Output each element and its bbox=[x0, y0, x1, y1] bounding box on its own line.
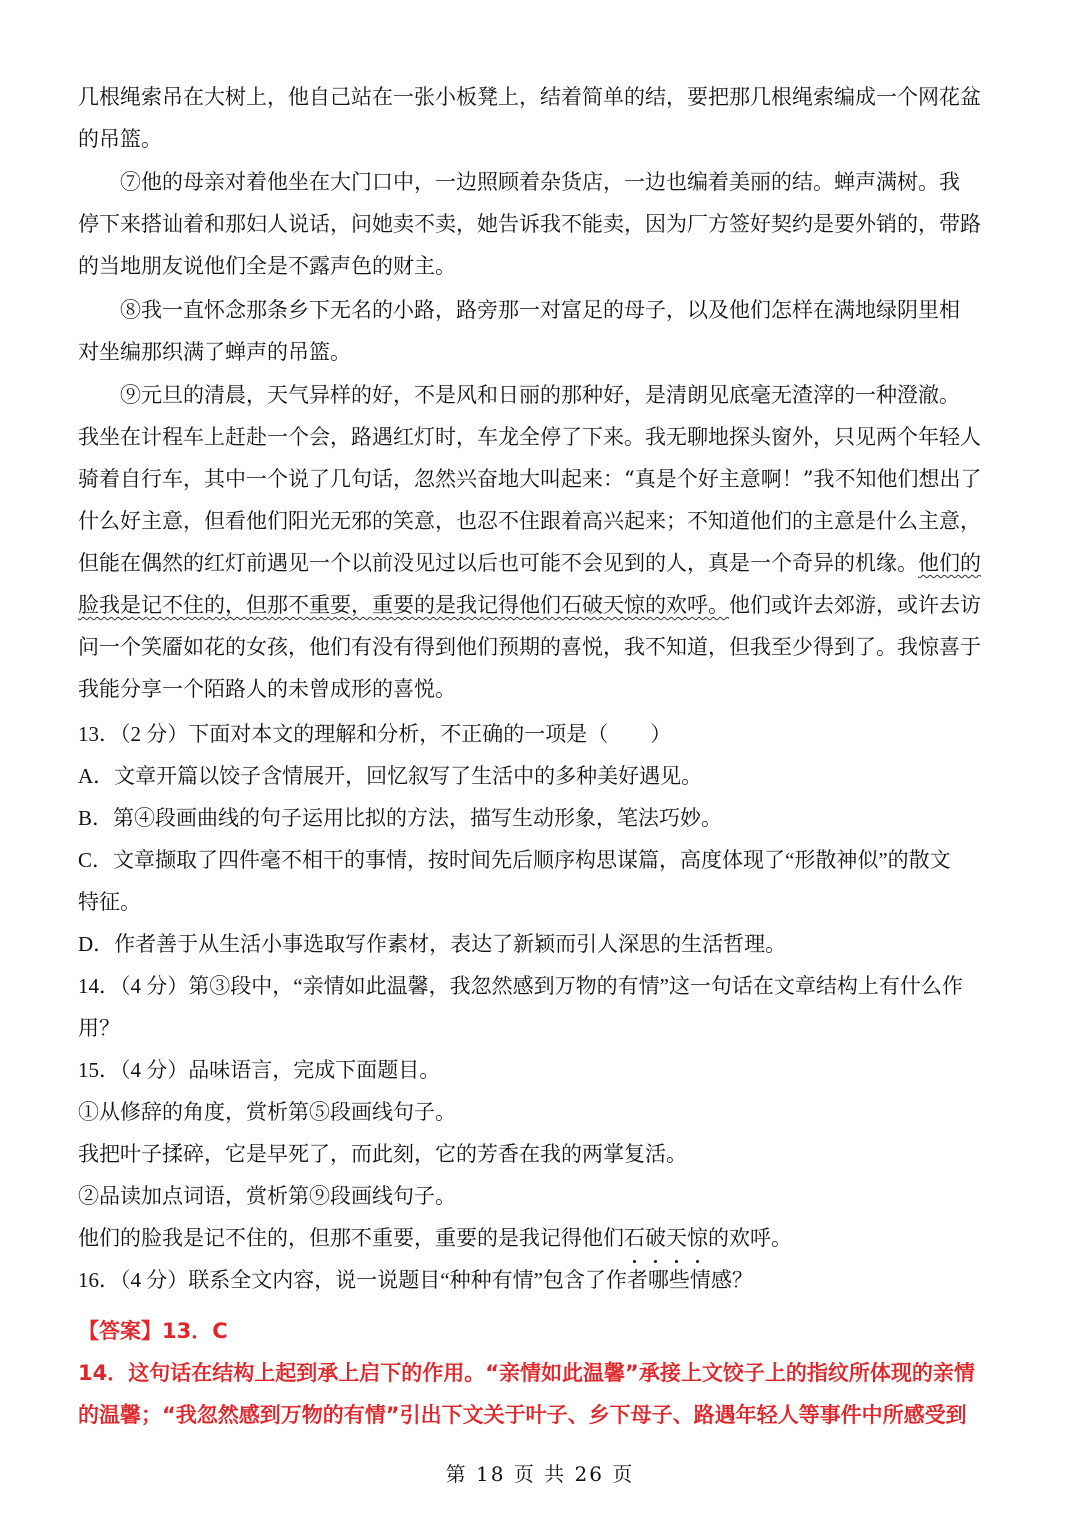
text-line: 骑着自行车，其中一个说了几句话，忽然兴奋地大叫起来：“真是个好主意啊！”我不知他们想出了 bbox=[78, 467, 982, 491]
text-line: ⑦他的母亲对着他坐在大门口中，一边照顾着杂货店，一边也编着美丽的结。蝉声满树。我 bbox=[120, 170, 960, 194]
answer-14-cont: 的温馨；“我忽然感到万物的有情”引出下文关于叶子、乡下母子、路遇年轻人等事件中所感受到 bbox=[78, 1403, 967, 1427]
text-line: 我能分享一个陌路人的未曾成形的喜悦。 bbox=[78, 677, 456, 701]
text-line: 我坐在计程车上赶赴一个会，路遇红灯时，车龙全停了下来。我无聊地探头窗外，只见两个年轻人 bbox=[78, 425, 981, 449]
dotted-char: 石 bbox=[624, 1217, 645, 1259]
option-d: D．作者善于从生活小事选取写作素材，表达了新颖而引人深思的生活哲理。 bbox=[78, 932, 787, 956]
option-a: A．文章开篇以饺子含情展开，回忆叙写了生活中的多种美好遇见。 bbox=[78, 764, 703, 788]
option-b: B．第④段画曲线的句子运用比拟的方法，描写生动形象，笔法巧妙。 bbox=[78, 806, 723, 830]
text-line: 问一个笑靥如花的女孩，他们有没有得到他们预期的喜悦，我不知道，但我至少得到了。我惊喜于 bbox=[78, 635, 981, 659]
question-14: 14．（4 分）第③段中，“亲情如此温馨，我忽然感到万物的有情”这一句话在文章结构上有什么作 bbox=[78, 974, 963, 998]
dotted-char: 破 bbox=[645, 1217, 666, 1259]
question-16: 16．（4 分）联系全文内容，说一说题目“种种有情”包含了作者哪些情感？ bbox=[78, 1268, 753, 1292]
dotted-char: 惊 bbox=[687, 1217, 708, 1259]
text-line: ⑧我一直怀念那条乡下无名的小路，路旁那一对富足的母子，以及他们怎样在满地绿阴里相 bbox=[120, 298, 960, 322]
dotted-char: 天 bbox=[666, 1217, 687, 1259]
text-line: ⑨元旦的清晨，天气异样的好，不是风和日丽的那种好，是清朗见底毫无渣滓的一种澄澈。 bbox=[120, 383, 960, 407]
answer-section bbox=[78, 1310, 1008, 1436]
answer-14: 14．这句话在结构上起到承上启下的作用。“亲情如此温馨”承接上文饺子上的指纹所体现的亲情 bbox=[78, 1361, 975, 1385]
paragraph-8 bbox=[78, 289, 1008, 373]
question-15: 15．（4 分）品味语言，完成下面题目。 bbox=[78, 1058, 441, 1082]
question-15-part-2: ②品读加点词语，赏析第⑨段画线句子。 bbox=[78, 1184, 456, 1208]
text-segment: 但能在偶然的红灯前遇见一个以前没见过以后也可能不会见到的人，真是一个奇异的机缘。 bbox=[78, 551, 918, 575]
quoted-sentence: 我把叶子揉碎，它是早死了，而此刻，它的芳香在我的两掌复活。 bbox=[78, 1142, 687, 1166]
text-line: 的吊篮。 bbox=[78, 127, 162, 151]
question-15-part-1: ①从修辞的角度，赏析第⑤段画线句子。 bbox=[78, 1100, 456, 1124]
page-number: 第 18 页 共 26 页 bbox=[445, 1462, 635, 1486]
answer-13: 【答案】13．C bbox=[78, 1319, 228, 1343]
option-c-cont: 特征。 bbox=[78, 890, 141, 914]
text-line: 什么好主意，但看他们阳光无邪的笑意，也忍不住跟着高兴起来；不知道他们的主意是什么主意， bbox=[78, 509, 981, 533]
quoted-sentence-dotted bbox=[78, 1217, 1008, 1259]
underlined-sentence: 脸我是记不住的，但那不重要，重要的是我记得他们石破天惊的欢呼。 bbox=[78, 593, 729, 617]
paragraph-9 bbox=[78, 374, 1008, 710]
text-segment: 他们的脸我是记不住的，但那不重要，重要的是我记得他们 bbox=[78, 1226, 624, 1250]
paragraph-6-continued bbox=[78, 76, 1008, 160]
text-line: 对坐编那织满了蝉声的吊篮。 bbox=[78, 340, 351, 364]
text-line: 的当地朋友说他们全是不露声色的财主。 bbox=[78, 254, 456, 278]
questions-section bbox=[78, 713, 1008, 1301]
text-line: 停下来搭讪着和那妇人说话，问她卖不卖，她告诉我不能卖，因为厂方签好契约是要外销的，带路 bbox=[78, 212, 981, 236]
question-13: 13．（2 分）下面对本文的理解和分析，不正确的一项是（ ） bbox=[78, 722, 672, 746]
text-line bbox=[78, 584, 1008, 626]
question-14-cont: 用？ bbox=[78, 1016, 120, 1040]
text-line bbox=[78, 542, 1008, 584]
text-line: 几根绳索吊在大树上，他自己站在一张小板凳上，结着简单的结，要把那几根绳索编成一个网花盆 bbox=[78, 85, 981, 109]
text-segment: 他们或许去郊游，或许去访 bbox=[729, 593, 981, 617]
underlined-sentence: 他们的 bbox=[918, 551, 981, 575]
option-c: C．文章撷取了四件毫不相干的事情，按时间先后顺序构思谋篇，高度体现了“形散神似”的散文 bbox=[78, 848, 951, 872]
paragraph-7 bbox=[78, 161, 1008, 287]
text-segment: 的欢呼。 bbox=[708, 1226, 792, 1250]
